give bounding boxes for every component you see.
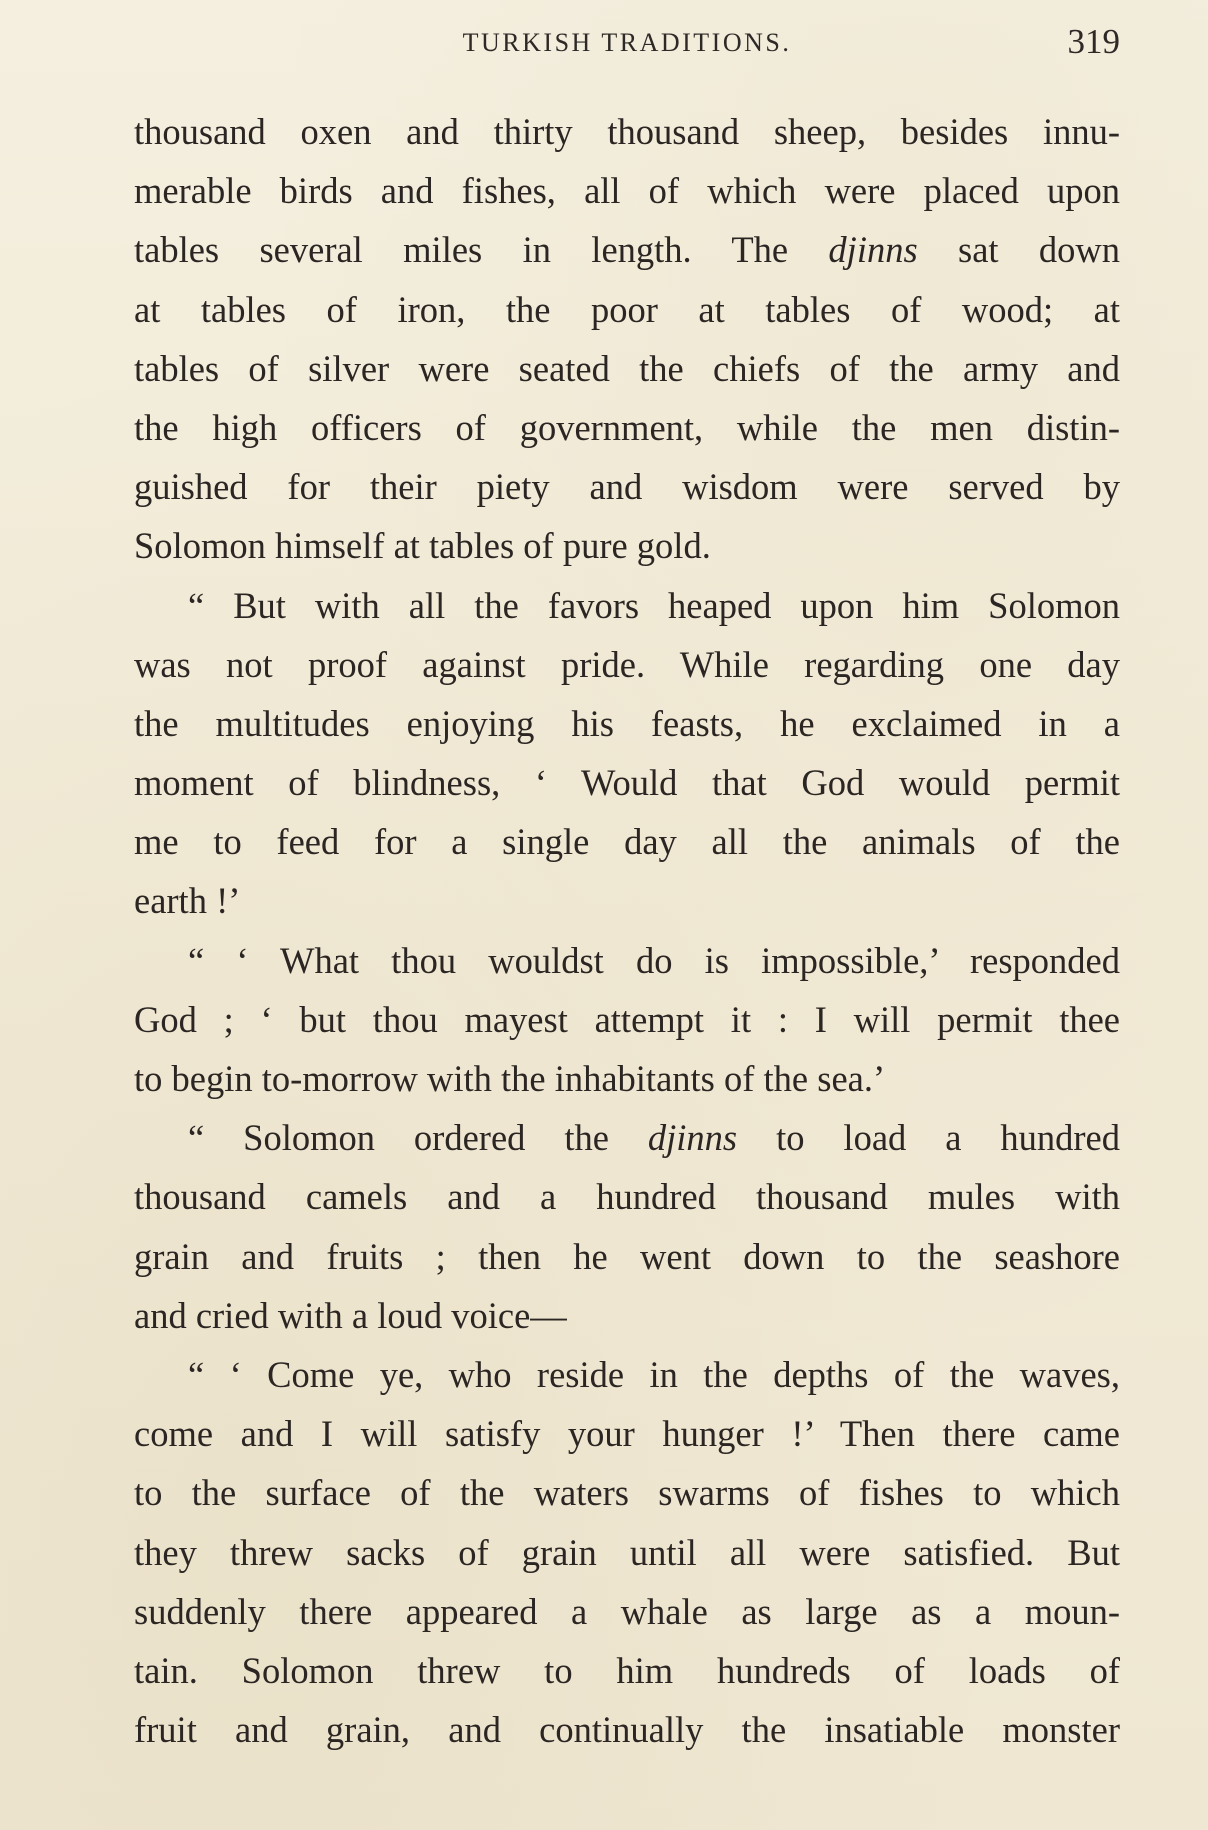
text-segment: to begin to-morrow with the inhabitants of the sea.’ [134, 1058, 886, 1099]
text-segment: grain and fruits ; then he went down to the seashore [134, 1235, 1120, 1277]
text-segment: they threw sacks of grain until all were satisfied. But [134, 1531, 1120, 1573]
text-segment: suddenly there appeared a whale as large as a moun- [134, 1590, 1120, 1632]
text-segment: and cried with a loud voice— [134, 1294, 567, 1336]
text-segment: God ; ‘ but thou mayest attempt it : I will permit thee [134, 998, 1120, 1040]
text-line [134, 1700, 1120, 1759]
text-line [134, 990, 1120, 1049]
text-segment: sat down [917, 229, 1120, 271]
text-line [134, 753, 1120, 812]
text-line [134, 161, 1120, 220]
text-segment: Solomon himself at tables of pure gold. [134, 525, 711, 567]
text-segment: “ But with all the favors heaped upon him Solomon [188, 584, 1120, 626]
text-line [134, 1167, 1120, 1226]
text-segment: was not proof against pride. While regarding one day [134, 643, 1120, 685]
text-line [134, 694, 1120, 753]
text-line [134, 1463, 1120, 1522]
text-line [134, 931, 1120, 990]
text-segment: tables several miles in length. The [134, 229, 829, 271]
text-segment: thousand camels and a hundred thousand mules with [134, 1176, 1120, 1218]
page-header [134, 22, 1120, 72]
text-segment: the high officers of government, while the men distin- [134, 406, 1120, 448]
text-segment: at tables of iron, the poor at tables of wood; at [134, 288, 1120, 330]
text-line [134, 871, 1120, 930]
text-segment: to load a hundred [737, 1117, 1120, 1159]
text-line [134, 102, 1120, 161]
text-line [134, 339, 1120, 398]
text-line [134, 1227, 1120, 1286]
running-head: TURKISH TRADITIONS. [462, 28, 792, 57]
text-line [134, 1582, 1120, 1641]
text-line [134, 635, 1120, 694]
text-segment: “ ‘ Come ye, who reside in the depths of the waves, [188, 1353, 1120, 1395]
page-number: 319 [1067, 22, 1120, 61]
text-segment: moment of blindness, ‘ Would that God would permit [134, 762, 1120, 804]
text-segment: the multitudes enjoying his feasts, he exclaimed in a [134, 702, 1120, 744]
text-line [134, 812, 1120, 871]
text-segment: tables of silver were seated the chiefs of the army and [134, 347, 1120, 389]
text-line [134, 1286, 1120, 1345]
text-segment: fruit and grain, and continually the insatiable monster [134, 1709, 1120, 1751]
text-segment: “ Solomon ordered the [188, 1117, 648, 1159]
text-line [134, 516, 1120, 575]
text-segment: me to feed for a single day all the animals of the [134, 821, 1120, 863]
text-segment: merable birds and fishes, all of which were placed upon [134, 170, 1120, 212]
text-line [134, 220, 1120, 279]
text-line [134, 1108, 1120, 1167]
text-line [134, 457, 1120, 516]
text-line [134, 280, 1120, 339]
italic-word: djinns [828, 229, 918, 271]
text-segment: earth !’ [134, 880, 241, 922]
text-line [134, 398, 1120, 457]
italic-word: djinns [647, 1117, 738, 1159]
text-line [134, 1523, 1120, 1582]
text-line [134, 1641, 1120, 1700]
text-segment: come and I will satisfy your hunger !’ Then there came [134, 1413, 1120, 1455]
text-line [134, 1049, 1120, 1108]
text-line [134, 1404, 1120, 1463]
text-segment: to the surface of the waters swarms of fishes to which [134, 1472, 1120, 1514]
text-line [134, 1345, 1120, 1404]
text-segment: thousand oxen and thirty thousand sheep, besides innu- [134, 111, 1120, 152]
text-segment: “ ‘ What thou wouldst do is impossible,’ responded [188, 939, 1120, 981]
body-text [134, 102, 1120, 1759]
text-segment: guished for their piety and wisdom were served by [134, 466, 1120, 508]
text-segment: tain. Solomon threw to him hundreds of loads of [134, 1649, 1120, 1691]
text-line [134, 576, 1120, 635]
